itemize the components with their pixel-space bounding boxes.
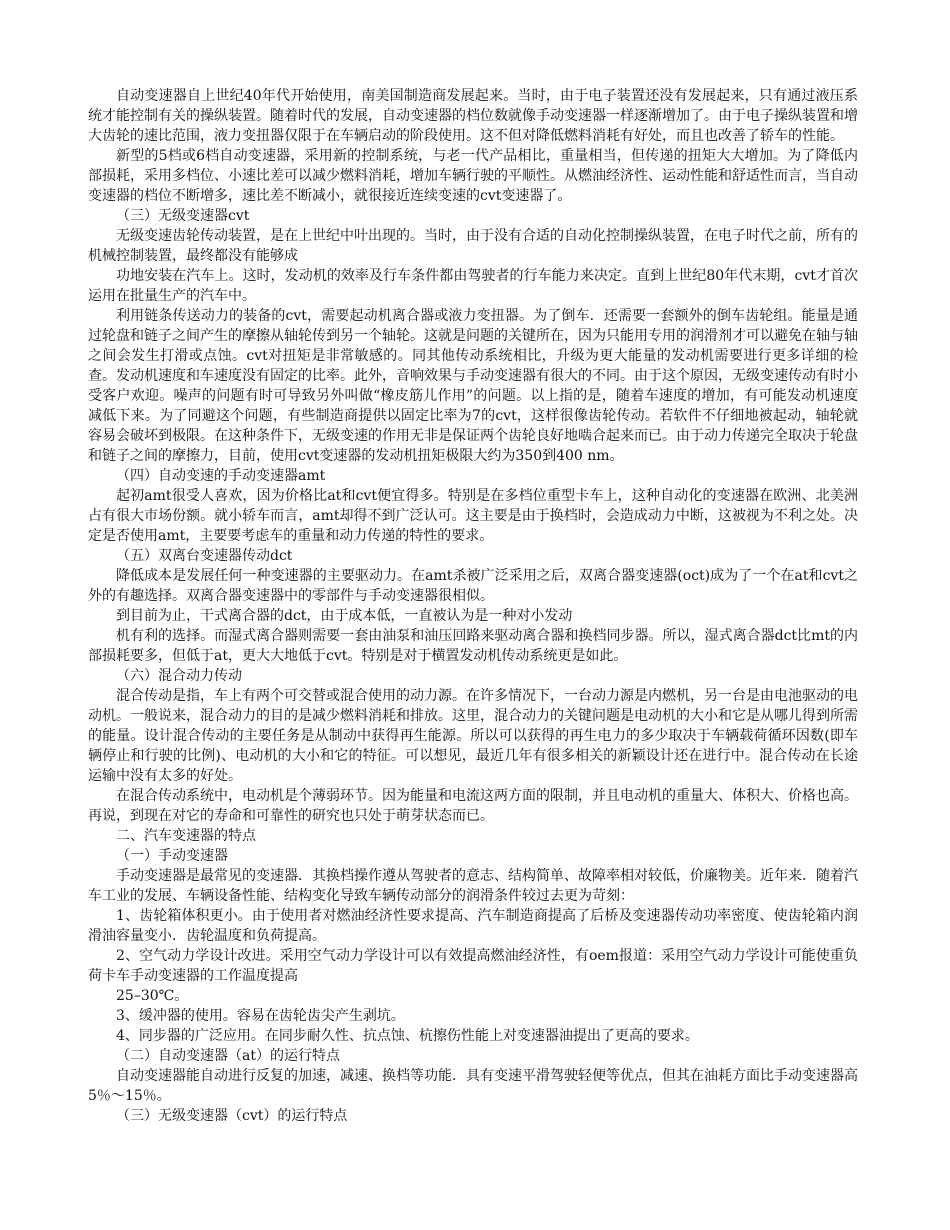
body-paragraph: 机有利的选择。而湿式离合器则需要一套由油泵和油压回路来驱动离合器和换档同步器。所以，湿式离合器dct比mt的内部损耗要多，但低于at，更大大地低于cvt。特别是对于横置发动机传动系统更是如此。 [88, 628, 858, 664]
body-paragraph: 1、齿轮箱体积更小。由于使用者对燃油经济性要求提高、汽车制造商提高了后桥及变速器传动功率密度、使齿轮箱内润滑油容量变小．齿轮温度和负荷提高。 [88, 908, 858, 944]
body-paragraph: 无级变速齿轮传动装置，是在上世纪中叶出现的。当时，由于没有合适的自动化控制操纵装置，在电子时代之前，所有的机械控制装置，最终都没有能够成 [88, 228, 858, 264]
section-heading: （二）自动变速器（at）的运行特点 [116, 1048, 340, 1064]
section-heading: （一）手动变速器 [116, 848, 228, 864]
body-paragraph: 起初amt很受人喜欢，因为价格比at和cvt便宜得多。特别是在多档位重型卡车上，这种自动化的变速器在欧洲、北美洲占有很大市场份额。就小轿车而言，amt却得不到广泛认可。这主要是由于换档时，会造成动力中断，这被视为不利之处。决定是否使用amt，主要要考虑车的重量和动力传递的特性的要求。 [88, 488, 858, 544]
section-heading: （三）无级变速器（cvt）的运行特点 [116, 1108, 348, 1124]
body-paragraph: 降低成本是发展任何一种变速器的主要驱动力。在amt杀被广泛采用之后，双离合器变速器(oct)成为了一个在at和cvt之外的有趣选择。双离合器变速器中的零部件与手动变速器很相似。 [88, 568, 858, 604]
section-heading: （三）无级变速器cvt [116, 208, 250, 224]
section-heading: 二、汽车变速器的特点 [116, 828, 256, 844]
section-heading: （四）自动变速的手动变速器amt [116, 468, 326, 484]
body-paragraph: 新型的5档或6档自动变速器，采用新的控制系统，与老一代产品相比，重量相当，但传递的扭矩大大增加。为了降低内部损耗，采用多档位、小速比差可以减少燃料消耗，增加车辆行驶的平顺性。从燃油经济性、运动性能和舒适性而言，当自动变速器的档位不断增多，速比差不断减小，就很接近连续变速的cvt变速器了。 [88, 148, 858, 204]
body-paragraph: 2、空气动力学设计改进。采用空气动力学设计可以有效提高燃油经济性，有oem报道：采用空气动力学设计可能使重负荷卡车手动变速器的工作温度提高 [88, 948, 858, 984]
body-paragraph: 25–30℃。 [116, 988, 189, 1004]
body-paragraph: 4、同步器的广泛应用。在同步耐久性、抗点蚀、杭擦伤性能上对变速器油提出了更高的要求。 [116, 1028, 699, 1044]
body-paragraph: 3、缓冲器的使用。容易在齿轮齿尖产生剥坑。 [116, 1008, 405, 1024]
section-heading: （五）双离台变速器传动dct [116, 548, 293, 564]
body-paragraph: 混合传动是指，车上有两个可交替或混合使用的动力源。在许多情况下，一台动力源是内燃机，另一台是由电池驱动的电动机。一般说来，混合动力的目的是减少燃料消耗和排放。这里，混合动力的关键问题是电动机的大小和它是从哪儿得到所需的能量。设计混合传动的主要任务是从制动中获得再生能源。所以可以获得的再生电力的多少取决于车辆载荷循环因数(即车辆停止和行驶的比例)、电动机的大小和它的特征。可以想见，最近几年有很多相关的新颖设计还在进行中。混合传动在长途运输中没有太多的好处。 [88, 688, 858, 784]
body-paragraph: 在混合传动系统中，电动机是个薄弱环节。因为能量和电流这两方面的限制，并且电动机的重量大、体积大、价格也高。再说，到现在对它的寿命和可靠性的研究也只处于萌芽状态而已。 [88, 788, 858, 824]
body-paragraph: 自动变速器能自动进行反复的加速，减速、换档等功能．具有变速平滑驾驶轻便等优点，但其在油耗方面比手动变速器高5％～15％。 [88, 1068, 858, 1104]
body-paragraph: 手动变速器是最常见的变速器．其换档操作遵从驾驶者的意志、结构简单、故障率相对较低，价廉物美。近年来．随着汽车工业的发展、车辆设备性能、结构变化导致车辆传动部分的润滑条件较过去更为苛刻： [88, 868, 858, 904]
section-heading: （六）混合动力传动 [116, 668, 242, 684]
body-paragraph: 到目前为止，干式离合器的dct，由于成本低，一直被认为是一种对小发动 [116, 608, 573, 624]
body-paragraph: 自动变速器自上世纪40年代开始使用，南美国制造商发展起来。当时，由于电子装置还没有发展起来，只有通过液压系统才能控制有关的操纵装置。随着时代的发展，自动变速器的档位数就像手动变速器一样逐渐增加了。由于电子操纵装置和增大齿轮的速比范围，液力变扭器仅限于在车辆启动的阶段使用。这不但对降低燃料消耗有好处，而且也改善了轿车的性能。 [88, 88, 858, 144]
body-paragraph: 利用链条传送动力的装备的cvt，需要起动机离合器或液力变扭器。为了倒车．还需要一套额外的倒车齿轮组。能量是通过轮盘和链子之间产生的摩擦从轴轮传到另一个轴轮。这就是问题的关键所在，因为只能用专用的润滑剂才可以避免在轴与轴之间会发生打滑或点蚀。cvt对扭矩是非常敏感的。同其他传动系统相比，升级为更大能量的发动机需要进行更多详细的检查。发动机速度和车速度没有固定的比率。此外，音响效果与手动变速器有很大的不同。由于这个原因，无级变速传动有时小受客户欢迎。噪声的问题有时可导致另外叫做“橡皮筋儿作用”的问题。以上指的是，随着车速度的增加，有可能发动机速度减低下来。为了同避这个问题，有些制造商提供以固定比率为7的cvt，这样很像齿轮传动。若软件不仔细地被起动，轴轮就容易会破坏到极限。在这种条件下，无级变速的作用无非是保证两个齿轮良好地啮合起来而已。由于动力传递完全取决于轮盘和链子之间的摩擦力，目前，使用cvt变速器的发动机扭矩极限大约为350到400 nm。 [88, 308, 858, 464]
body-paragraph: 功地安装在汽车上。这时，发动机的效率及行车条件都由驾驶者的行车能力来决定。直到上世纪80年代末期，cvt才首次运用在批量生产的汽车中。 [88, 268, 858, 304]
